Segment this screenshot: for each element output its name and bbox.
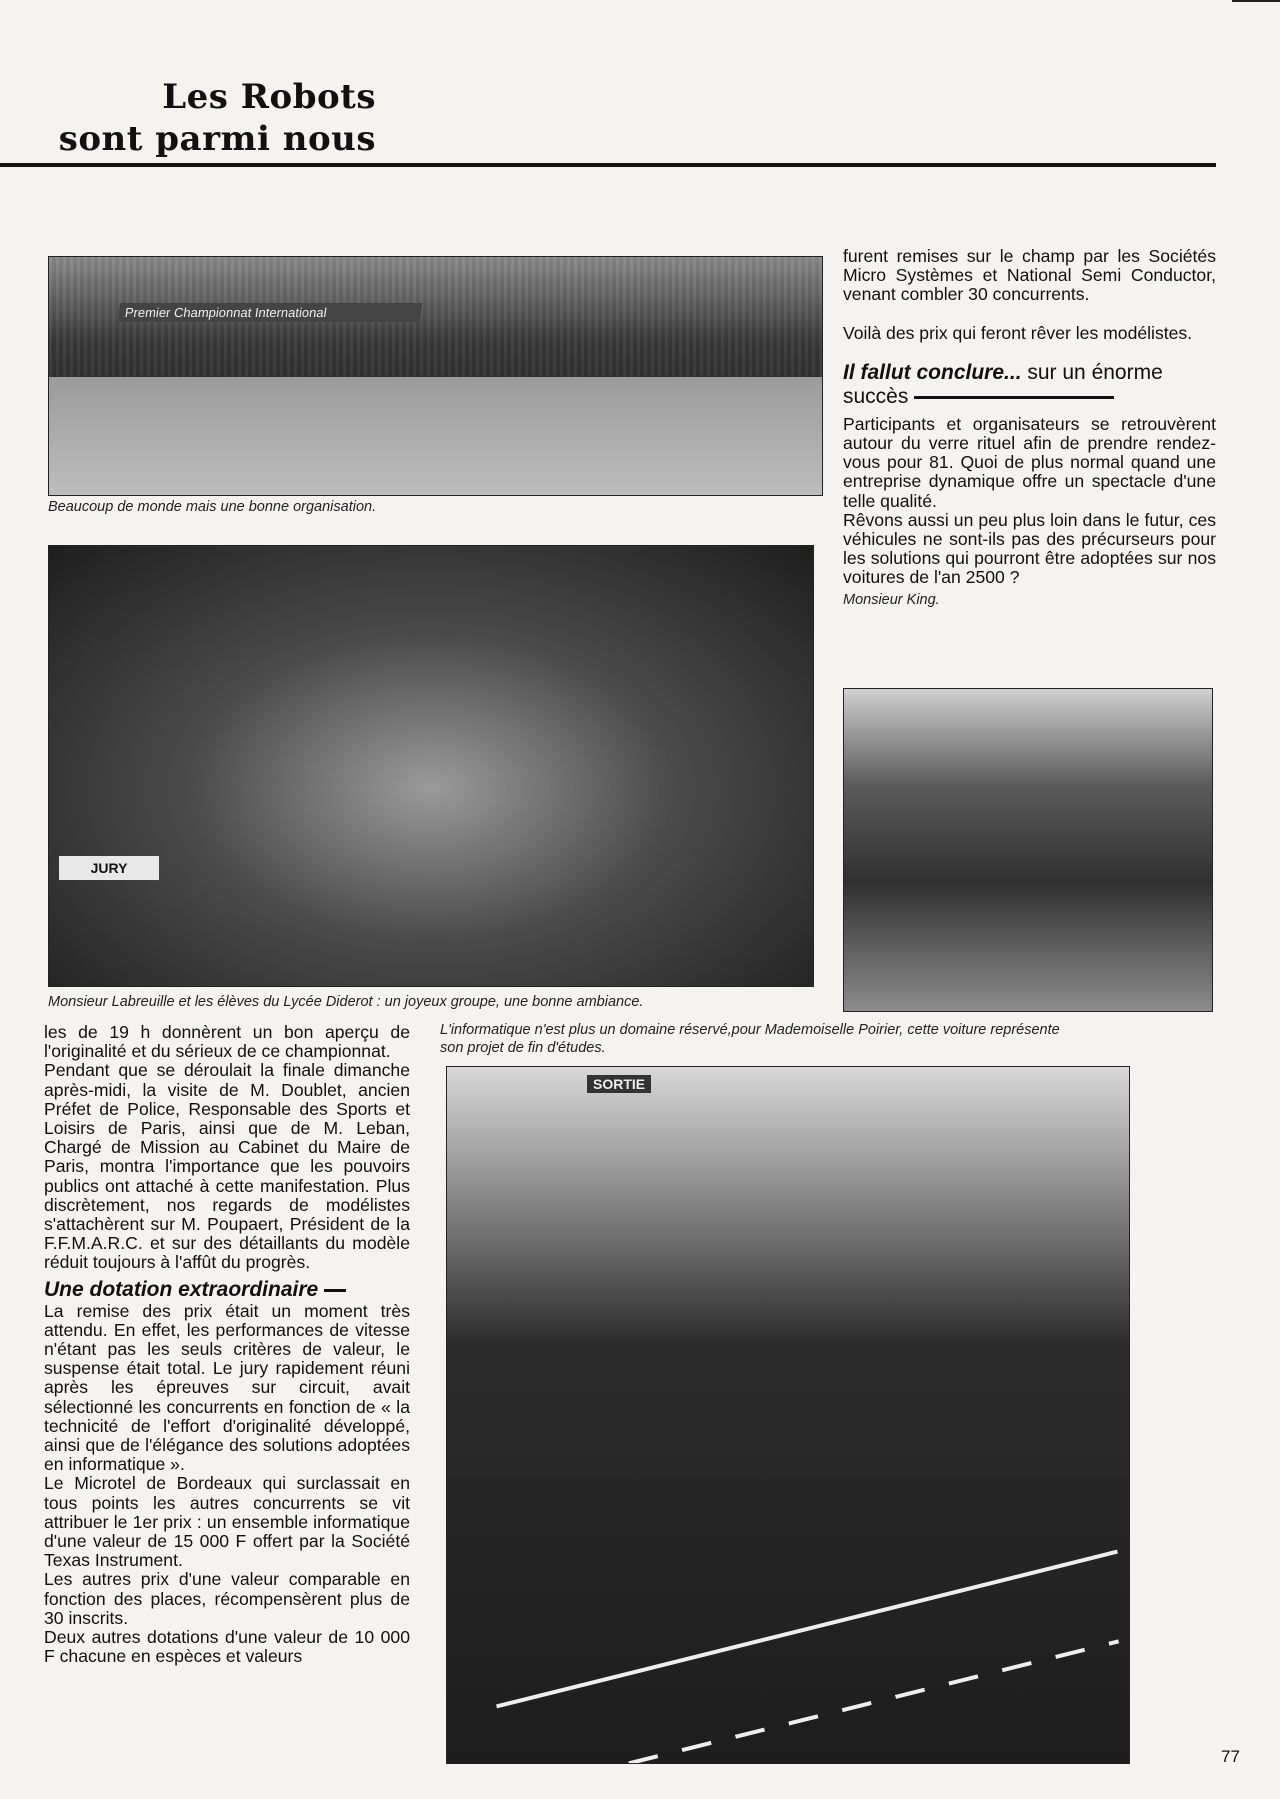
article-title — [0, 76, 376, 160]
left-para-5: Les autres prix d'une valeur comparable en fonction des places, récompensèrent plus de 30 inscrits. — [44, 1569, 410, 1628]
left-column-text — [44, 1023, 410, 1667]
left-para-4: Le Microtel de Bordeaux qui surclassait en tous points les autres concurrents se vit attribuer le 1er prix : un ensemble informatique d'une valeur de 15 000 F offert par la Société Texas Instrument. — [44, 1473, 410, 1571]
right-para-1: furent remises sur le champ par les Sociétés Micro Systèmes et National Semi Conductor, venant combler 30 concurrents. — [843, 246, 1216, 305]
photo-poirier-track — [446, 1066, 1130, 1764]
right-heading-rest: sur un énorme succès — [843, 360, 1163, 408]
banner-sign: Premier Championnat International — [118, 303, 423, 322]
photo-hall-caption: Beaucoup de monde mais une bonne organisation. — [48, 499, 377, 515]
left-heading — [44, 1278, 410, 1302]
jury-sign: JURY — [59, 856, 159, 880]
right-heading — [843, 361, 1216, 409]
sortie-sign: SORTIE — [587, 1075, 651, 1093]
right-para-2: Voilà des prix qui feront rêver les modélistes. — [843, 322, 1193, 343]
track-lane-marking — [496, 1550, 1118, 1709]
right-column-text — [843, 247, 1216, 609]
left-para-2: Pendant que se déroulait la finale dimanche après-midi, la visite de M. Doublet, ancien Préfet de Police, Responsable des Sports et Loisirs de Paris, ainsi que de M. Leban, Chargé de Mission au Cabinet du Maire de Paris, montra l'importance que les pouvoirs publics ont attaché à cette manifestation. Plus discrètement, nos regards de modélistes s'attachèrent sur M. Poupaert, Président de la F.F.M.A.R.C. et sur des détaillants du modèle réduit toujours à l'affût du progrès. — [44, 1060, 410, 1273]
track-surface — [49, 377, 822, 495]
title-rule — [0, 163, 1216, 167]
right-para-4: Rêvons aussi un peu plus loin dans le futur, ces véhicules ne sont-ils pas des précurseurs pour les solutions qui pourront être adoptées sur nos voitures de l'an 2500 ? — [843, 509, 1216, 588]
track-lane-marking-2 — [575, 1639, 1119, 1764]
corner-rule — [1232, 0, 1280, 2]
left-heading-rule — [324, 1289, 346, 1292]
photo-group-caption: Monsieur Labreuille et les élèves du Lycée Diderot : un joyeux groupe, une bonne ambiance. — [48, 994, 644, 1010]
left-para-1: les de 19 h donnèrent un bon aperçu de l'originalité et du sérieux de ce championnat. — [44, 1022, 410, 1062]
title-line-1: Les Robots — [162, 77, 376, 117]
right-heading-rule — [914, 396, 1114, 399]
photo-poirier-caption-line-2: son projet de fin d'études. — [440, 1040, 606, 1056]
photo-monsieur-king — [843, 688, 1213, 1012]
photo-poirier-caption — [440, 1021, 1220, 1057]
page-number: 77 — [1221, 1747, 1240, 1766]
left-heading-text: Une dotation extraordinaire — [44, 1277, 319, 1301]
right-para-3: Participants et organisateurs se retrouvèrent autour du verre rituel afin de prendre rendez-vous pour 81. Quoi de plus normal quand une entreprise dynamique offre un spectacle d'une telle qualité. — [843, 413, 1216, 511]
left-para-3: La remise des prix était un moment très attendu. En effet, les performances de vitesse n'étant pas les seuls critères de valeur, le suspense était total. Le jury rapidement réuni après les épreuves sur circuit, avait sélectionné les concurrents en fonction de « la technicité de l'effort d'originalité développé, ainsi que de l'élégance des solutions adoptées en informatique ». — [44, 1300, 410, 1475]
photo-king-caption: Monsieur King. — [843, 591, 940, 608]
title-line-2: sont parmi nous — [58, 119, 376, 159]
photo-group-lycee — [48, 545, 814, 987]
right-heading-bold: Il fallut conclure... — [843, 360, 1022, 384]
photo-hall-crowd — [48, 256, 823, 496]
photo-poirier-caption-line-1: L'informatique n'est plus un domaine réservé,pour Mademoiselle Poirier, cette voiture représente — [440, 1022, 1060, 1038]
left-para-6: Deux autres dotations d'une valeur de 10 000 F chacune en espèces et valeurs — [44, 1627, 410, 1667]
